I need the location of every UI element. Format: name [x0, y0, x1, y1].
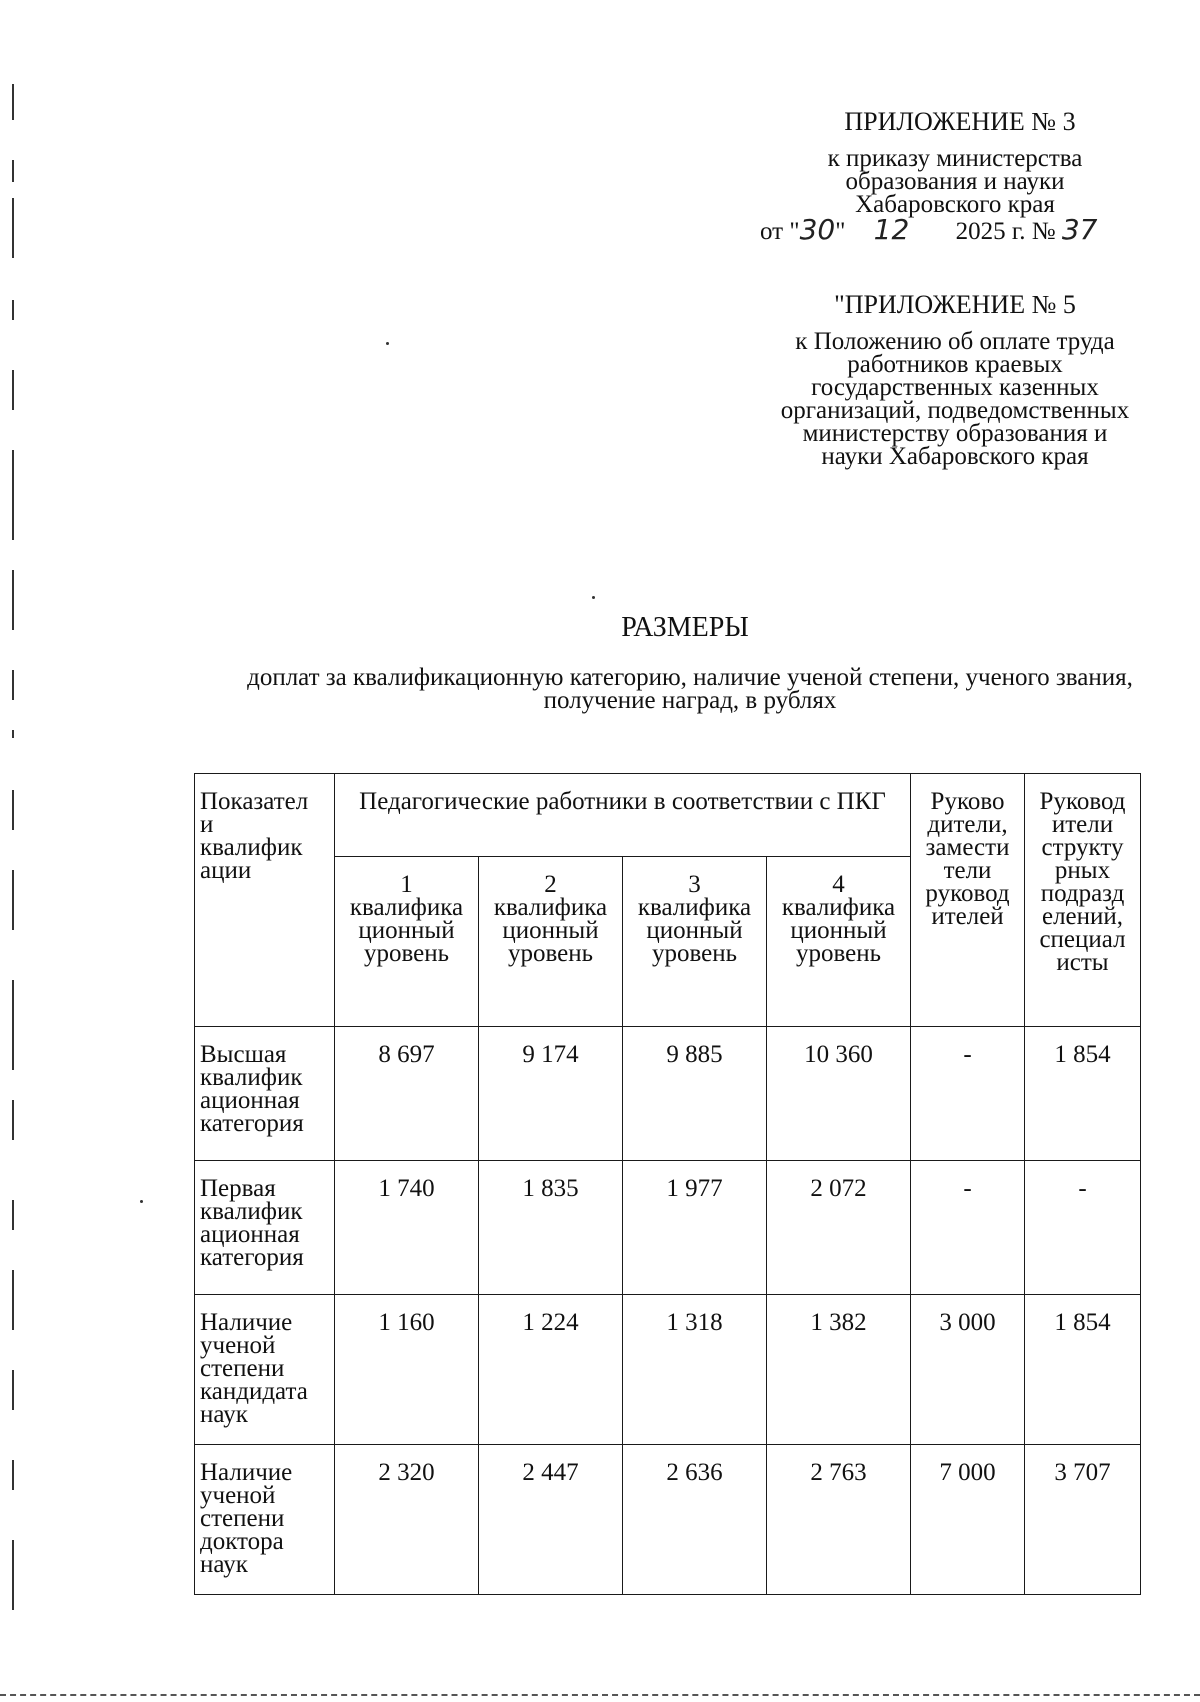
header-text-line: исты — [1056, 949, 1109, 976]
header-text-line: 4 — [832, 871, 845, 898]
row-label-line: Высшая — [200, 1041, 287, 1068]
table-cell: 10 360 — [767, 1027, 911, 1161]
table-cell: 1 977 — [623, 1161, 767, 1295]
table-cell: 1 854 — [1025, 1027, 1141, 1161]
handwritten-day: 30 — [799, 213, 836, 246]
row-label-line: кандидата — [200, 1378, 308, 1405]
header-managers — [911, 774, 1025, 1027]
table-cell: 1 224 — [479, 1295, 623, 1445]
header-text-line: ционный — [502, 917, 599, 944]
appendix-5-line: к Положению об оплате труда — [795, 328, 1115, 355]
header-text-line: ционный — [790, 917, 887, 944]
scan-speck — [386, 342, 389, 345]
header-pedagogical: Педагогические работники в соответствии с ПКГ — [335, 774, 911, 857]
header-text-line: Руковод — [1039, 788, 1126, 815]
appendix-5-line: министерству образования и — [802, 420, 1108, 447]
header-text-line: 1 — [400, 871, 413, 898]
table-cell: 2 320 — [335, 1445, 479, 1595]
row-label — [195, 1295, 335, 1445]
table-cell: - — [911, 1027, 1025, 1161]
header-text-line: 3 — [688, 871, 701, 898]
header-text-line: квалифика — [781, 894, 896, 921]
header-text-line: ционный — [646, 917, 743, 944]
header-text-line: ителей — [931, 903, 1004, 930]
table-cell: 9 885 — [623, 1027, 767, 1161]
table-cell: 2 072 — [767, 1161, 911, 1295]
header-text-line: ители — [1051, 811, 1114, 838]
table-row — [195, 1445, 1141, 1595]
row-label-line: доктора — [200, 1528, 284, 1555]
header-text-line: квалифика — [637, 894, 752, 921]
row-label — [195, 1445, 335, 1595]
table-cell: 7 000 — [911, 1445, 1025, 1595]
table-cell: 1 318 — [623, 1295, 767, 1445]
header-text-line: ционный — [358, 917, 455, 944]
header-text-line: Показател — [200, 788, 309, 815]
header-text-line: структу — [1041, 834, 1124, 861]
appendix-5-line: науки Хабаровского края — [821, 443, 1089, 470]
row-label-line: квалифик — [200, 1198, 303, 1225]
date-prefix: от " — [760, 218, 800, 245]
header-text-line: ации — [200, 857, 252, 884]
header-text-line: уровень — [651, 940, 738, 967]
row-label-line: Наличие — [200, 1459, 293, 1486]
header-indicator — [195, 774, 335, 1027]
table-cell: - — [1025, 1161, 1141, 1295]
row-label-line: наук — [200, 1551, 248, 1578]
table-cell: - — [911, 1161, 1025, 1295]
header-text-line: уровень — [795, 940, 882, 967]
header-text-line: специал — [1039, 926, 1126, 953]
header-text-line: 2 — [544, 871, 557, 898]
table-row — [195, 1295, 1141, 1445]
table-row — [195, 1161, 1141, 1295]
header-text-line: руковод — [925, 880, 1010, 907]
payments-table — [194, 773, 1141, 1595]
header-text-line: рных — [1054, 857, 1111, 884]
appendix-5-title: "ПРИЛОЖЕНИЕ № 5 — [834, 290, 1076, 319]
table-cell: 2 447 — [479, 1445, 623, 1595]
header-text-line: подразд — [1040, 880, 1125, 907]
appendix-5-line: государственных казенных — [811, 374, 1099, 401]
header-text-line: квалифик — [200, 834, 303, 861]
header-text-line: замести — [925, 834, 1010, 861]
table-cell: 8 697 — [335, 1027, 479, 1161]
handwritten-number: 37 — [1061, 213, 1098, 246]
row-label — [195, 1161, 335, 1295]
row-label-line: категория — [200, 1244, 304, 1271]
table-cell: 2 763 — [767, 1445, 911, 1595]
header-text-line: дители, — [927, 811, 1008, 838]
table-cell: 2 636 — [623, 1445, 767, 1595]
table-cell: 3 000 — [911, 1295, 1025, 1445]
header-text-line: Руково — [930, 788, 1005, 815]
header-level-3 — [623, 857, 767, 1027]
row-label-line: категория — [200, 1110, 304, 1137]
header-text-line: уровень — [507, 940, 594, 967]
handwritten-month: 12 — [873, 213, 910, 246]
document-subtitle: доплат за квалификационную категорию, наличие ученой степени, ученого звания, получение наград, в рублях — [247, 664, 1133, 714]
row-label-line: квалифик — [200, 1064, 303, 1091]
header-text-line: квалифика — [493, 894, 608, 921]
row-label-line: Наличие — [200, 1309, 293, 1336]
header-text-line: елений, — [1041, 903, 1124, 930]
header-level-4 — [767, 857, 911, 1027]
row-label-line: ационная — [200, 1221, 300, 1248]
table-row — [195, 1027, 1141, 1161]
appendix-3-line: образования и науки — [845, 168, 1065, 195]
scan-edge-marks — [10, 70, 16, 1630]
appendix-5-line: работников краевых — [847, 351, 1063, 378]
appendix-5-line: организаций, подведомственных — [780, 397, 1130, 424]
row-label-line: ационная — [200, 1087, 300, 1114]
document-title: РАЗМЕРЫ — [621, 612, 749, 643]
table-cell: 1 740 — [335, 1161, 479, 1295]
scan-bottom-edge — [0, 1694, 1200, 1698]
header-text-line: тели — [943, 857, 992, 884]
header-unit-heads — [1025, 774, 1141, 1027]
table-header-row — [195, 774, 1141, 857]
appendix-5-header — [745, 290, 1165, 470]
appendix-3-title: ПРИЛОЖЕНИЕ № 3 — [844, 107, 1076, 136]
row-label-line: степени — [200, 1505, 285, 1532]
appendix-3-header — [760, 107, 1150, 246]
row-label-line: Первая — [200, 1175, 276, 1202]
table-cell: 9 174 — [479, 1027, 623, 1161]
scan-speck — [592, 596, 595, 599]
scan-speck — [140, 1200, 143, 1203]
appendix-3-line: к приказу министерства — [827, 145, 1083, 172]
row-label-line: наук — [200, 1401, 248, 1428]
table-cell: 1 854 — [1025, 1295, 1141, 1445]
appendix-3-line: Хабаровского края — [855, 191, 1055, 218]
row-label-line: ученой — [200, 1482, 276, 1509]
table-cell: 1 160 — [335, 1295, 479, 1445]
header-text-line: квалифика — [349, 894, 464, 921]
year-and-number-label: 2025 г. № — [955, 218, 1056, 245]
row-label — [195, 1027, 335, 1161]
table-cell: 1 835 — [479, 1161, 623, 1295]
document-title-block — [200, 612, 1170, 712]
date-quote: " — [835, 218, 846, 245]
order-date-line — [760, 213, 1150, 246]
row-label-line: ученой — [200, 1332, 276, 1359]
header-text-line: уровень — [363, 940, 450, 967]
row-label-line: степени — [200, 1355, 285, 1382]
header-level-1 — [335, 857, 479, 1027]
header-level-2 — [479, 857, 623, 1027]
table-cell: 1 382 — [767, 1295, 911, 1445]
header-text-line: и — [200, 811, 214, 838]
table-cell: 3 707 — [1025, 1445, 1141, 1595]
